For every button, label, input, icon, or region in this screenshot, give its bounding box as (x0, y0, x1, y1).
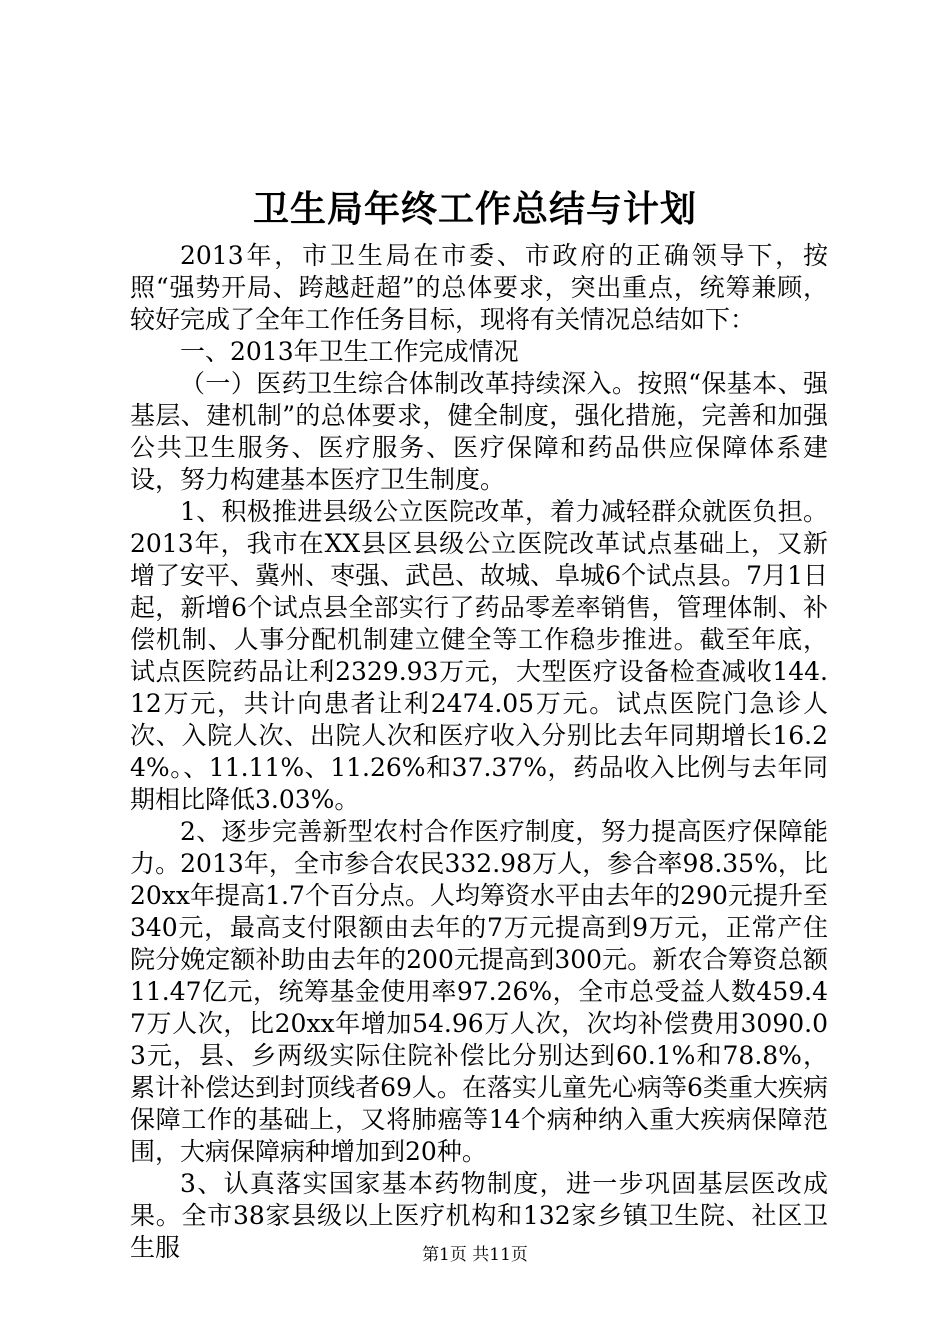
document-body (130, 240, 828, 1264)
intro-paragraph: 2013年，市卫生局在市委、市政府的正确领导下，按照“强势开局、跨越赶超”的总体要求，突出重点，统筹兼顾，较好完成了全年工作任务目标，现将有关情况总结如下： (130, 241, 828, 334)
section-heading: 一、2013年卫生工作完成情况 (180, 337, 519, 366)
document-title: 卫生局年终工作总结与计划 (252, 188, 697, 230)
item-paragraph-1: 1、积极推进县级公立医院改革，着力减轻群众就医负担。2013年，我市在XX县区县级公立医院改革试点基础上，又新增了安平、冀州、枣强、武邑、故城、阜城6个试点县。7月1日起，新增6个试点县全部实行了药品零差率销售，管理体制、补偿机制、人事分配机制建立健全等工作稳步推进。截至年底，试点医院药品让利2329.93万元，大型医疗设备检查减收144.12万元，共计向患者让利2474.05万元。试点医院门急诊人次、入院人次、出院人次和医疗收入分别比去年同期增长16.24%。、11.11%、11.26%和37.37%，药品收入比例与去年同期相比降低3.03%。 (130, 497, 828, 814)
subsection-paragraph: （一）医药卫生综合体制改革持续深入。按照“保基本、强基层、建机制”的总体要求，健全制度，强化措施，完善和加强公共卫生服务、医疗服务、医疗保障和药品供应保障体系建设，努力构建基本医疗卫生制度。 (130, 369, 828, 494)
item-paragraph-2: 2、逐步完善新型农村合作医疗制度，努力提高医疗保障能力。2013年，全市参合农民332.98万人，参合率98.35%，比20xx年提高1.7个百分点。人均筹资水平由去年的290元提升至340元，最高支付限额由去年的7万元提高到9万元，正常产住院分娩定额补助由去年的200元提高到300元。新农合筹资总额11.47亿元，统筹基金使用率97.26%，全市总受益人数459.47万人次，比20xx年增加54.96万人次，次均补偿费用3090.03元，县、乡两级实际住院补偿比分别达到60.1%和78.8%，累计补偿达到封顶线者69人。在落实儿童先心病等6类重大疾病保障工作的基础上，又将肺癌等14个病种纳入重大疾病保障范围，大病保障病种增加到20种。 (130, 817, 828, 1166)
page-footer: 第1页 共11页 (422, 1245, 528, 1265)
item-paragraph-3: 3、认真落实国家基本药物制度，进一步巩固基层医改成果。全市38家县级以上医疗机构和132家乡镇卫生院、社区卫生服 (130, 1169, 828, 1262)
